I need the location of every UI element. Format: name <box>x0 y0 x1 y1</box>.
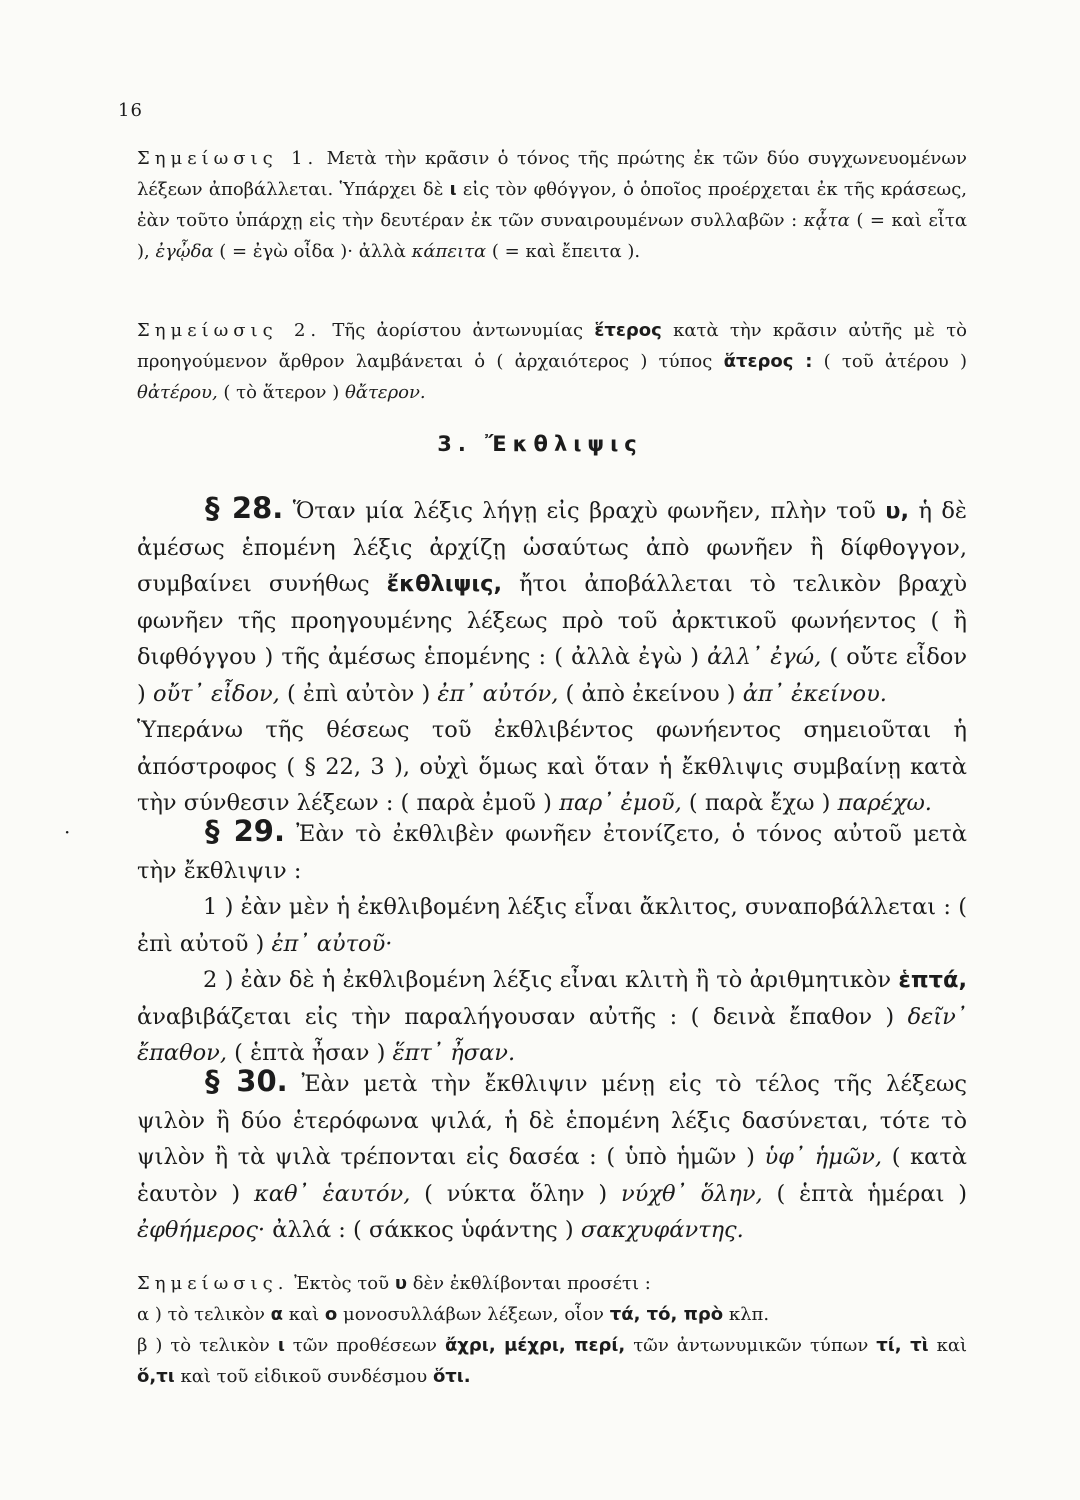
section-30 <box>137 1063 967 1249</box>
note-text: καὶ <box>928 1335 968 1356</box>
bold-term: ἔκθλιψις, <box>386 571 503 597</box>
note-bold: ἕτερος <box>594 320 662 341</box>
body-text: ( ἑπτὰ ἦσαν ) <box>226 1040 393 1066</box>
example: ἀπ᾽ ἐκείνου. <box>742 680 887 707</box>
note-bold: ἄχρι, μέχρι, περί, <box>444 1335 626 1356</box>
note-text: εἰς τὸν φθόγγον, ὁ ὁποῖος προέρχεται ἐκ τῆς κράσεως, ἐὰν τοῦτο ὑπάρχῃ εἰς τὴν δευτέραν ἐκ τῶν συναιρουμένων συλλαβῶν : <box>137 179 967 231</box>
section-mark: § 28. <box>205 491 284 525</box>
note-bold: ι <box>277 1335 285 1356</box>
note-bold: ο <box>324 1304 338 1325</box>
section-mark: § 29. <box>205 814 285 848</box>
note-text: κλπ. <box>723 1304 770 1325</box>
note-text: καὶ <box>283 1304 325 1325</box>
section-heading: 3. Ἔκθλιψις <box>437 432 643 456</box>
body-text: Ἐὰν μετὰ τὴν ἔκθλιψιν μένῃ εἰς τὸ τέλος τῆς λέξεως ψιλὸν ἢ δύο ἑτερόφωνα ψιλά, ἡ δὲ ἑπομένη λέξις δασύνεται, τότε τὸ ψιλὸν ἢ τὰ ψιλὰ τρέπονται εἰς δασέα : ( ὑπὸ ἡμῶν ) <box>137 1071 967 1170</box>
note-bold: ὅ,τι <box>137 1366 175 1387</box>
body-text: ἡ δὲ ἀμέσως ἑπομένη λέξις ἀρχίζῃ ὡσαύτως ἀπὸ φωνῆεν ἢ δίφθογγον, συμβαίνει συνήθως <box>137 498 967 597</box>
example: ἀλλ᾽ ἐγώ, <box>707 644 822 670</box>
note-bold: ἅτερος : <box>723 351 813 372</box>
note-text: ( = ἐγὼ οἶδα )· ἀλλὰ <box>213 241 412 262</box>
example: ἐπ᾽ αὐτόν, <box>437 680 559 707</box>
note-text: μονοσυλλάβων λέξεων, οἷον <box>337 1304 610 1325</box>
note-label: Σημείωσις. <box>137 1273 289 1294</box>
example: θἄτερον. <box>344 382 426 403</box>
note-text: ( τὸ ἅτερον ) <box>217 382 345 403</box>
body-text: ἀναβιβάζεται εἰς τὴν παραλήγουσαν αὐτῆς : ( δεινὰ ἔπαθον ) <box>137 1003 908 1030</box>
example: δεῖν᾽ ἔπαθον, <box>137 1003 967 1066</box>
note-bold: α <box>270 1304 284 1325</box>
note-text: Μετὰ τὴν κρᾶσιν ὁ τόνος τῆς πρώτης ἐκ τῶν δύο συγχωνευομένων λέξεων ἀποβάλλεται. Ὑπάρχει δὲ <box>137 148 967 200</box>
note-bold: ι <box>449 179 457 200</box>
body-text: 2 ) ἐὰν δὲ ἡ ἐκθλιβομένη λέξις εἶναι κλιτὴ ἢ τὸ ἀριθμητικὸν <box>203 967 899 993</box>
example: οὔτ᾽ εἶδον, <box>152 680 280 707</box>
example: κάπειτα <box>411 241 487 262</box>
note-text: δὲν ἐκθλίβονται προσέτι : <box>406 1273 651 1294</box>
body-text: ( ἐπὶ αὐτὸν ) <box>279 680 438 707</box>
section-29 <box>137 813 967 1072</box>
example: παρ᾽ ἐμοῦ, <box>559 790 682 816</box>
note-1 <box>137 143 967 267</box>
note-bold: υ <box>394 1273 407 1294</box>
body-text: ( κατὰ ἑαυτὸν ) <box>137 1144 968 1207</box>
page-number: 16 <box>118 100 143 121</box>
body-text: ( ἑπτὰ ἡμέραι ) <box>762 1180 968 1207</box>
example: παρέχω. <box>837 790 932 816</box>
note-text: Τῆς ἀορίστου ἀντωνυμίας <box>321 320 595 341</box>
note-bold: ὅτι. <box>432 1366 471 1387</box>
example: σακχυφάντης. <box>580 1217 744 1243</box>
example: νύχθ᾽ ὅλην, <box>620 1180 763 1207</box>
body-text: ( παρὰ ἔχω ) <box>681 790 838 816</box>
body-text: Ἐὰν τὸ ἐκθλιβὲν φωνῆεν ἐτονίζετο, ὁ τόνος αὐτοῦ μετὰ τὴν ἔκθλιψιν : <box>137 821 967 884</box>
example: καθ᾽ ἑαυτόν, <box>254 1180 411 1207</box>
note-label: Σημείωσις 1. <box>137 148 319 169</box>
example: ἕπτ᾽ ἦσαν. <box>392 1040 516 1066</box>
bold-term: ἑπτά, <box>898 967 967 993</box>
note-text: ( = καὶ ἔπειτα ). <box>486 241 641 262</box>
body-text: Ὅταν μία λέξις λήγῃ εἰς βραχὺ φωνῆεν, πλὴν τοῦ <box>283 498 886 524</box>
note-text: καὶ τοῦ εἰδικοῦ συνδέσμου <box>174 1366 433 1387</box>
note-2 <box>137 315 967 408</box>
body-text: ( ἀπὸ ἐκείνου ) <box>558 680 743 707</box>
example: κᾆτα <box>803 210 850 231</box>
note-text: ( τοῦ ἀτέρου ) <box>812 351 968 372</box>
body-text: ἤτοι ἀποβάλλεται τὸ τελικὸν βραχὺ φωνῆεν τῆς προηγουμένης λέξεως πρὸ τοῦ ἀρκτικοῦ φωνήεντος ( ἢ διφθόγγου ) τῆς ἀμέσως ἑπομένης : ( ἀλλὰ ἐγὼ ) <box>137 571 967 670</box>
note-text: Ἐκτὸς τοῦ <box>288 1273 395 1294</box>
example: ἐπ᾽ αὐτοῦ· <box>271 930 393 957</box>
section-mark: § 30. <box>205 1064 288 1098</box>
margin-dot: · <box>64 820 71 844</box>
body-text: ( νύκτα ὅλην ) <box>410 1180 621 1207</box>
note-text: β ) τὸ τελικὸν <box>137 1335 278 1356</box>
note-label: Σημείωσις 2. <box>137 320 322 341</box>
body-text: Ὑπεράνω τῆς θέσεως τοῦ ἐκθλιβέντος φωνήεντος σημειοῦται ἡ ἀπόστροφος ( § 22, 3 ), οὐχὶ ὅμως καὶ ὅταν ἡ ἔκθλιψις συμβαίνῃ κατὰ τὴν σύνθεσιν λέξεων : ( παρὰ ἐμοῦ ) <box>137 717 967 816</box>
body-text: ( οὔτε εἶδον ) <box>137 644 968 707</box>
note-bold: τά, τό, πρὸ <box>609 1304 724 1325</box>
note-text: κατὰ τὴν κρᾶσιν αὐτῆς μὲ τὸ προηγούμενον ἄρθρον λαμβάνεται ὁ ( ἀρχαιότερος ) τύπος <box>137 320 967 372</box>
note-text: ( = καὶ εἶτα ), <box>137 210 968 262</box>
body-text: ἀλλά : ( σάκκος ὑφάντης ) <box>265 1217 581 1243</box>
note-3 <box>137 1268 967 1392</box>
note-text: α ) τὸ τελικὸν <box>137 1304 271 1325</box>
example: ὑφ᾽ ἡμῶν, <box>764 1144 883 1170</box>
note-text: τῶν προθέσεων <box>284 1335 445 1356</box>
body-text: 1 ) ἐὰν μὲν ἡ ἐκθλιβομένη λέξις εἶναι ἄκλιτος, συναποβάλλεται : ( ἐπὶ αὐτοῦ ) <box>137 894 967 957</box>
note-text: τῶν ἀντωνυμικῶν τύπων <box>625 1335 877 1356</box>
bold-term: υ, <box>885 498 909 524</box>
example: ἐγᾦδα <box>155 241 214 262</box>
note-bold: τί, τὶ <box>876 1335 929 1356</box>
example: ἐφθήμερος· <box>137 1217 266 1243</box>
section-28 <box>137 490 967 822</box>
example: θἀτέρου, <box>137 382 218 403</box>
